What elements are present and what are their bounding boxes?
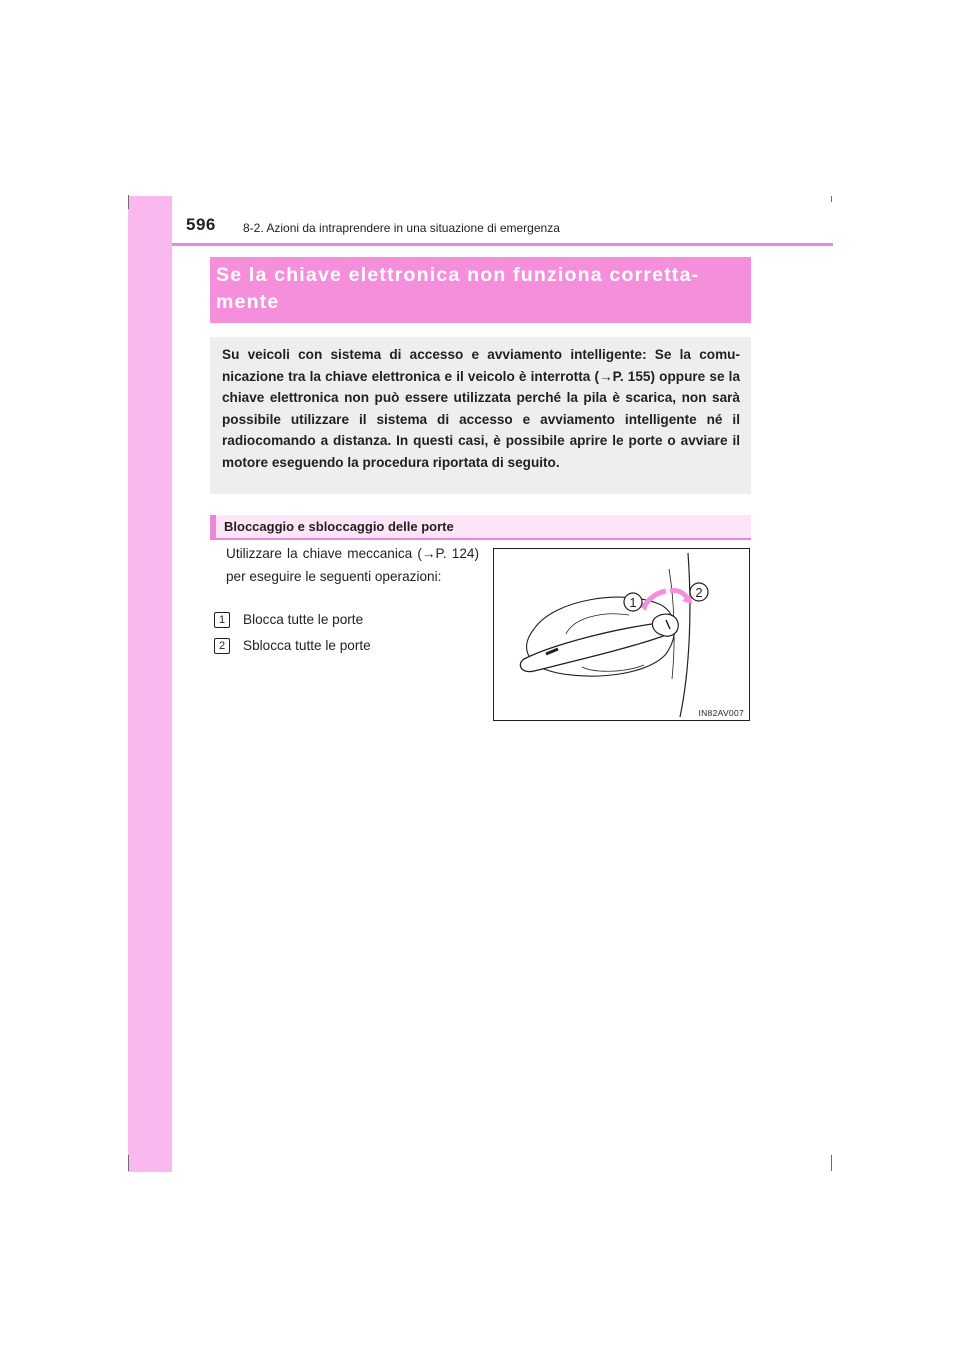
step-text: Blocca tutte le porte [243,612,364,627]
crop-mark [128,195,129,209]
key-cylinder [652,614,678,636]
subsection-accent-bar [210,515,216,540]
pink-side-tab [128,196,172,1172]
step-number-badge: 1 [214,612,230,628]
door-handle-drawing [494,549,749,720]
crop-mark [831,1155,832,1171]
door-handle-illustration [493,548,750,721]
step-text: Sblocca tutte le porte [243,638,371,653]
subsection-title: Bloccaggio e sbloccaggio delle porte [224,519,454,534]
section-banner [210,257,751,323]
body-text: Utilizzare la chiave meccanica (→P. 124) per eseguire le seguenti operazioni: [226,546,479,584]
subsection-header [210,515,751,540]
intro-box [210,337,751,494]
list-item [214,610,474,636]
list-item [214,636,474,662]
step-number-badge: 2 [214,638,230,654]
callout-1-label: 1 [629,595,637,610]
figure-code: IN82AV007 [698,708,744,718]
crop-mark [831,196,832,202]
door-handle [520,623,669,672]
callout-2-label: 2 [695,585,703,600]
crop-mark [128,1155,129,1171]
door-edge-line [680,553,690,717]
page-number: 596 [186,215,216,234]
handle-recess-shade [582,665,644,671]
step-list [214,610,474,662]
chapter-title: 8-2. Azioni da intraprendere in una situazione di emergenza [243,221,560,235]
intro-text: Su veicoli con sistema di accesso e avviamento intelligente: Se la comu-nicazione tra la chiave elettronica e il veicolo è interrotta (→P. 155) oppure se la chiave elettronica non può essere utilizzata perché la pila è scarica, non sarà possibile utilizzare il sistema di accesso e avviamento intelligente né il radiocomando a distanza. In questi casi, è possibile aprire le porte o avviare il motore eseguendo la procedura riportata di seguito. [222,347,740,470]
section-title: Se la chiave elettronica non funziona corretta-mente [216,264,700,313]
header-rule [172,243,833,246]
